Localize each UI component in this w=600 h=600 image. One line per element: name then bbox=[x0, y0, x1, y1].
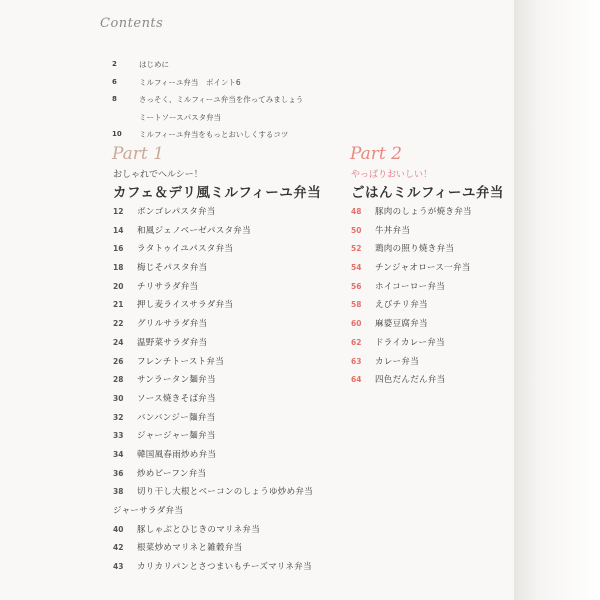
entry-title: 豚肉のしょうが焼き弁当 bbox=[375, 207, 472, 217]
entry-title: ジャーサラダ弁当 bbox=[113, 506, 184, 516]
list-item bbox=[113, 334, 313, 353]
contents-heading: Contents bbox=[100, 16, 164, 31]
list-item bbox=[351, 334, 472, 353]
page-number: 62 bbox=[351, 337, 362, 347]
entry-title: 切り干し大根とベーコンのしょうゆ炒め弁当 bbox=[137, 487, 314, 498]
page-number: 64 bbox=[351, 375, 362, 385]
entry-title: 麻婆豆腐弁当 bbox=[375, 319, 428, 330]
list-item bbox=[113, 465, 313, 484]
entry-title: チリサラダ弁当 bbox=[137, 281, 199, 292]
page-number: 20 bbox=[113, 281, 124, 291]
list-item bbox=[351, 259, 472, 278]
entry-title: ミルフィーユ弁当をもっとおいしくするコツ bbox=[139, 130, 289, 139]
entry-title: 韓国風春雨炒め弁当 bbox=[137, 449, 217, 460]
page-number: 6 bbox=[112, 77, 117, 86]
list-item bbox=[113, 446, 313, 465]
entry-title: ラタトゥイユパスタ弁当 bbox=[137, 244, 234, 255]
list-item bbox=[113, 371, 313, 390]
list-item bbox=[113, 278, 313, 297]
intro-list bbox=[112, 56, 303, 144]
page-number: 32 bbox=[113, 412, 124, 422]
list-item bbox=[113, 390, 313, 409]
list-item bbox=[351, 353, 472, 372]
list-subheading bbox=[113, 502, 313, 521]
page-number: 16 bbox=[113, 244, 124, 254]
list-item bbox=[351, 240, 472, 259]
entry-title: ボンゴレパスタ弁当 bbox=[137, 207, 216, 217]
entry-title: ソース焼きそば弁当 bbox=[137, 393, 216, 404]
entry-title: フレンチトースト弁当 bbox=[137, 356, 225, 367]
entry-title: 炒めビーフン弁当 bbox=[137, 468, 207, 479]
part-2-title: ごはんミルフィーユ弁当 bbox=[351, 185, 504, 201]
entry-title: 押し麦ライスサラダ弁当 bbox=[137, 300, 234, 311]
page-number: 26 bbox=[113, 356, 124, 366]
intro-item bbox=[112, 109, 303, 127]
part-1-subtitle: おしゃれでヘルシー！ bbox=[113, 170, 203, 180]
entry-title: バンバンジー麺弁当 bbox=[137, 412, 216, 423]
part-2-list bbox=[351, 203, 472, 390]
list-item bbox=[351, 315, 472, 334]
entry-title: ミルフィーユ弁当 ポイント6 bbox=[139, 77, 241, 87]
entry-title: 根菜炒めマリネと雑穀弁当 bbox=[137, 543, 243, 554]
page-number bbox=[112, 109, 139, 127]
list-item bbox=[113, 222, 313, 241]
list-item bbox=[351, 278, 472, 297]
entry-title: カレー弁当 bbox=[375, 356, 420, 367]
part-2-subtitle: やっぱりおいしい！ bbox=[351, 170, 433, 180]
page-number: 36 bbox=[113, 468, 124, 478]
entry-title: 温野菜サラダ弁当 bbox=[137, 337, 208, 348]
list-item bbox=[351, 371, 472, 390]
intro-item bbox=[112, 74, 303, 92]
page-number: 43 bbox=[113, 562, 124, 572]
page-number: 60 bbox=[351, 319, 362, 329]
page-number: 38 bbox=[113, 487, 124, 497]
entry-title: カリカリパンとさつまいもチーズマリネ弁当 bbox=[137, 562, 312, 573]
entry-title: 四色だんだん弁当 bbox=[375, 375, 446, 386]
list-item bbox=[113, 409, 313, 428]
page-number: 22 bbox=[113, 319, 124, 329]
page-number: 21 bbox=[113, 300, 124, 310]
list-item bbox=[351, 296, 472, 315]
intro-item bbox=[112, 126, 303, 144]
page-number: 2 bbox=[112, 60, 117, 68]
page-number: 58 bbox=[351, 300, 362, 310]
entry-title: ホイコーロー弁当 bbox=[375, 281, 446, 292]
entry-title: ミートソースパスタ弁当 bbox=[139, 112, 222, 122]
intro-item bbox=[112, 56, 303, 74]
entry-title: 梅じそパスタ弁当 bbox=[137, 263, 208, 274]
page-number: 63 bbox=[351, 356, 362, 366]
list-item bbox=[113, 539, 313, 558]
page-number: 24 bbox=[113, 337, 124, 347]
page-number: 40 bbox=[113, 524, 124, 534]
entry-title: チンジャオロース一弁当 bbox=[375, 263, 471, 274]
part-1-list bbox=[113, 203, 313, 577]
list-item bbox=[351, 203, 472, 222]
part-2-label: Part 2 bbox=[350, 144, 402, 164]
page-number: 48 bbox=[351, 207, 362, 216]
entry-title: サンラータン麺弁当 bbox=[137, 375, 216, 386]
page-number: 34 bbox=[113, 449, 124, 459]
page-number: 14 bbox=[113, 225, 124, 235]
list-item bbox=[351, 222, 472, 241]
entry-title: ドライカレー弁当 bbox=[375, 337, 445, 348]
entry-title: さっそく、ミルフィーユ弁当を作ってみましょう bbox=[139, 95, 304, 104]
list-item bbox=[113, 315, 313, 334]
page-number: 10 bbox=[112, 130, 122, 138]
entry-title: 豚しゃぶとひじきのマリネ弁当 bbox=[137, 524, 261, 535]
list-item bbox=[113, 353, 313, 372]
page-number: 28 bbox=[113, 375, 124, 385]
page-number: 52 bbox=[351, 244, 362, 254]
entry-title: 牛丼弁当 bbox=[375, 225, 411, 236]
intro-item bbox=[112, 91, 303, 109]
list-item bbox=[113, 203, 313, 222]
part-1-title: カフェ＆デリ風ミルフィーユ弁当 bbox=[113, 185, 322, 201]
entry-title: はじめに bbox=[139, 60, 169, 69]
page-number: 33 bbox=[113, 431, 124, 441]
list-item bbox=[113, 483, 313, 502]
page-number: 8 bbox=[112, 95, 117, 103]
part-1-label: Part 1 bbox=[112, 144, 164, 164]
list-item bbox=[113, 259, 313, 278]
page-number: 18 bbox=[113, 263, 124, 273]
page-number: 50 bbox=[351, 225, 362, 235]
entry-title: 和風ジェノベーゼパスタ弁当 bbox=[137, 225, 251, 236]
entry-title: グリルサラダ弁当 bbox=[137, 319, 208, 330]
page-number: 12 bbox=[113, 207, 124, 216]
page-number: 54 bbox=[351, 263, 362, 273]
list-item bbox=[113, 521, 313, 540]
list-item bbox=[113, 240, 313, 259]
page-edge-shadow bbox=[514, 0, 600, 600]
page-number: 42 bbox=[113, 543, 124, 553]
entry-title: 鶏肉の照り焼き弁当 bbox=[375, 244, 455, 255]
page-number: 30 bbox=[113, 393, 124, 403]
list-item bbox=[113, 296, 313, 315]
page-number: 56 bbox=[351, 281, 362, 291]
entry-title: ジャージャー麺弁当 bbox=[137, 431, 216, 442]
list-item bbox=[113, 558, 313, 577]
list-item bbox=[113, 427, 313, 446]
entry-title: えびチリ弁当 bbox=[375, 300, 428, 311]
